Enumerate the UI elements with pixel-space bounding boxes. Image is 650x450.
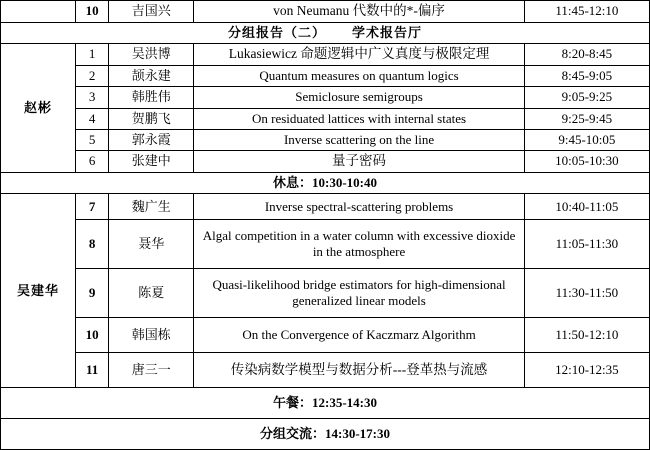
table-row [1,129,650,150]
table-row [1,318,650,353]
talk-time: 8:45-9:05 [524,66,649,87]
table-row [1,1,650,23]
table-row [1,44,650,66]
speaker-name: 吉国兴 [109,1,194,23]
talk-time: 12:10-12:35 [524,353,649,388]
session-chair-wu-jianhua: 吴建华 [1,194,76,388]
talk-time: 9:25-9:45 [524,108,649,129]
table-row [1,194,650,220]
talk-title: Quasi-likelihood bridge estimators for high-dimensional generalized linear models [194,269,525,318]
row-number: 7 [76,194,109,220]
table-row [1,269,650,318]
speaker-name: 魏广生 [109,194,194,220]
speaker-name: 颉永建 [109,66,194,87]
lunch-banner: 午餐：12:35-14:30 [1,388,650,419]
table-row [1,151,650,173]
speaker-name: 韩胜伟 [109,87,194,108]
talk-title: On the Convergence of Kaczmarz Algorithm [194,318,525,353]
talk-time: 11:50-12:10 [524,318,649,353]
banner-row [1,388,650,419]
talk-title: Inverse spectral-scattering problems [194,194,525,220]
row-number: 10 [76,1,109,23]
speaker-name: 唐三一 [109,353,194,388]
talk-title: von Neumanu 代数中的*-偏序 [194,1,525,23]
banner-row [1,419,650,450]
talk-title: Quantum measures on quantum logics [194,66,525,87]
row-number: 4 [76,108,109,129]
section-header-row [1,22,650,43]
row-number: 1 [76,44,109,66]
speaker-name: 韩国栋 [109,318,194,353]
row-number: 9 [76,269,109,318]
speaker-name: 陈夏 [109,269,194,318]
row-spacer-cell [1,1,76,23]
speaker-name: 聂华 [109,220,194,269]
row-number: 8 [76,220,109,269]
talk-title: Semiclosure semigroups [194,87,525,108]
row-number: 3 [76,87,109,108]
talk-title: Algal competition in a water column with excessive dioxide in the atmosphere [194,220,525,269]
speaker-name: 吴洪博 [109,44,194,66]
row-number: 11 [76,353,109,388]
session-chair-zhao-shan: 赵彬 [1,44,76,173]
table-row [1,353,650,388]
table-row [1,66,650,87]
row-number: 2 [76,66,109,87]
row-number: 6 [76,151,109,173]
table-row [1,108,650,129]
talk-time: 11:45-12:10 [524,1,649,23]
talk-title: Lukasiewicz 命题逻辑中广义真度与极限定理 [194,44,525,66]
speaker-name: 贺鹏飞 [109,108,194,129]
table-row [1,220,650,269]
talk-title: On residuated lattices with internal states [194,108,525,129]
talk-title: Inverse scattering on the line [194,129,525,150]
row-number: 5 [76,129,109,150]
talk-time: 9:45-10:05 [524,129,649,150]
talk-time: 8:20-8:45 [524,44,649,66]
talk-title: 量子密码 [194,151,525,173]
discussion-banner: 分组交流：14:30-17:30 [1,419,650,450]
table-row [1,87,650,108]
talk-time: 10:05-10:30 [524,151,649,173]
talk-time: 11:30-11:50 [524,269,649,318]
talk-title: 传染病数学模型与数据分析---登革热与流感 [194,353,525,388]
section-venue: 学术报告厅 [352,24,423,40]
section-title: 分组报告（二） [227,24,326,40]
break-banner: 休息：10:30-10:40 [1,172,650,193]
speaker-name: 郭永霞 [109,129,194,150]
speaker-name: 张建中 [109,151,194,173]
section-header-group-report-2 [1,22,650,43]
talk-time: 10:40-11:05 [524,194,649,220]
talk-time: 9:05-9:25 [524,87,649,108]
row-number: 10 [76,318,109,353]
talk-time: 11:05-11:30 [524,220,649,269]
banner-row [1,172,650,193]
